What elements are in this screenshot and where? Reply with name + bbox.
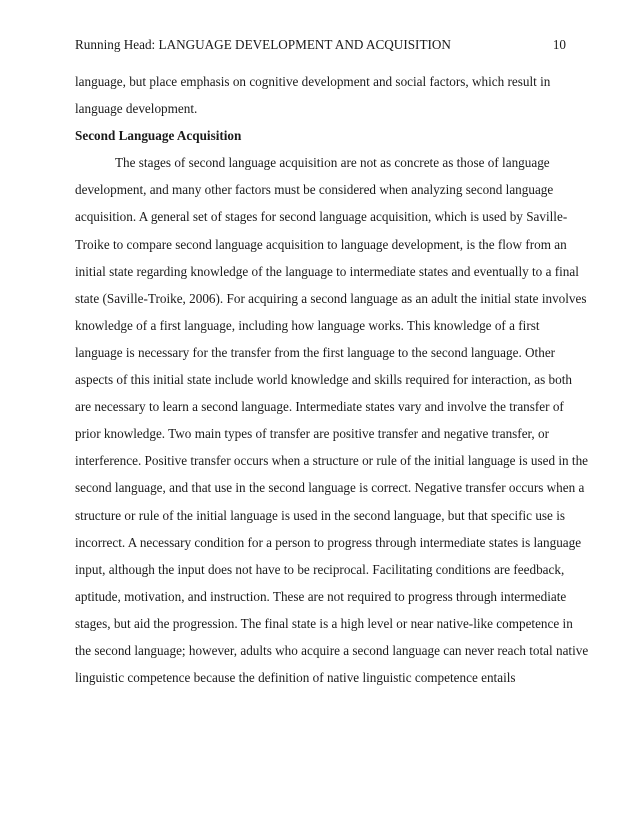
document-body [75, 72, 589, 695]
body-line: linguistic competence because the definition of native linguistic competence entails [75, 670, 516, 686]
section-heading: Second Language Acquisition [75, 128, 242, 144]
body-line: language is necessary for the transfer from the first language to the second language. Other [75, 344, 556, 360]
body-line: are necessary to learn a second language. Intermediate states vary and involve the transfer of [75, 399, 564, 415]
body-line: aptitude, motivation, and instruction. These are not required to progress through intermediate [75, 588, 567, 604]
body-line: Troike to compare second language acquisition to language development, is the flow from an [75, 236, 567, 252]
page-number: 10 [552, 37, 566, 52]
running-head: Running Head: LANGUAGE DEVELOPMENT AND ACQUISITION [75, 37, 451, 52]
body-line: knowledge of a first language, including how language works. This knowledge of a first [75, 317, 540, 333]
body-line: state (Saville-Troike, 2006). For acquiring a second language as an adult the initial state involves [75, 290, 587, 306]
paragraph-first-line: The stages of second language acquisition are not as concrete as those of language [115, 155, 550, 171]
page-header [75, 37, 566, 53]
body-line: stages, but aid the progression. The final state is a high level or near native-like competence in [75, 615, 573, 631]
body-line: second language, and that use in the second language is correct. Negative transfer occurs when a [75, 480, 585, 496]
body-line: initial state regarding knowledge of the language to intermediate states and eventually to a final [75, 263, 579, 279]
body-line: interference. Positive transfer occurs when a structure or rule of the initial language is used in the [75, 453, 589, 469]
body-line: the second language; however, adults who acquire a second language can never reach total native [75, 642, 589, 658]
body-line: language, but place emphasis on cognitive development and social factors, which result in [75, 74, 551, 89]
body-line: development, and many other factors must be considered when analyzing second language [75, 182, 554, 198]
body-line: language development. [75, 101, 198, 117]
body-line: incorrect. A necessary condition for a person to progress through intermediate states is language [75, 534, 582, 550]
body-line: acquisition. A general set of stages for second language acquisition, which is used by Saville- [75, 209, 568, 225]
body-line: input, although the input does not have to be reciprocal. Facilitating conditions are feedback, [75, 561, 565, 577]
body-line: prior knowledge. Two main types of transfer are positive transfer and negative transfer, or [75, 426, 549, 442]
body-line: aspects of this initial state include world knowledge and skills required for interaction, as both [75, 372, 572, 388]
body-line: structure or rule of the initial language is used in the second language, but that specific use is [75, 507, 565, 523]
